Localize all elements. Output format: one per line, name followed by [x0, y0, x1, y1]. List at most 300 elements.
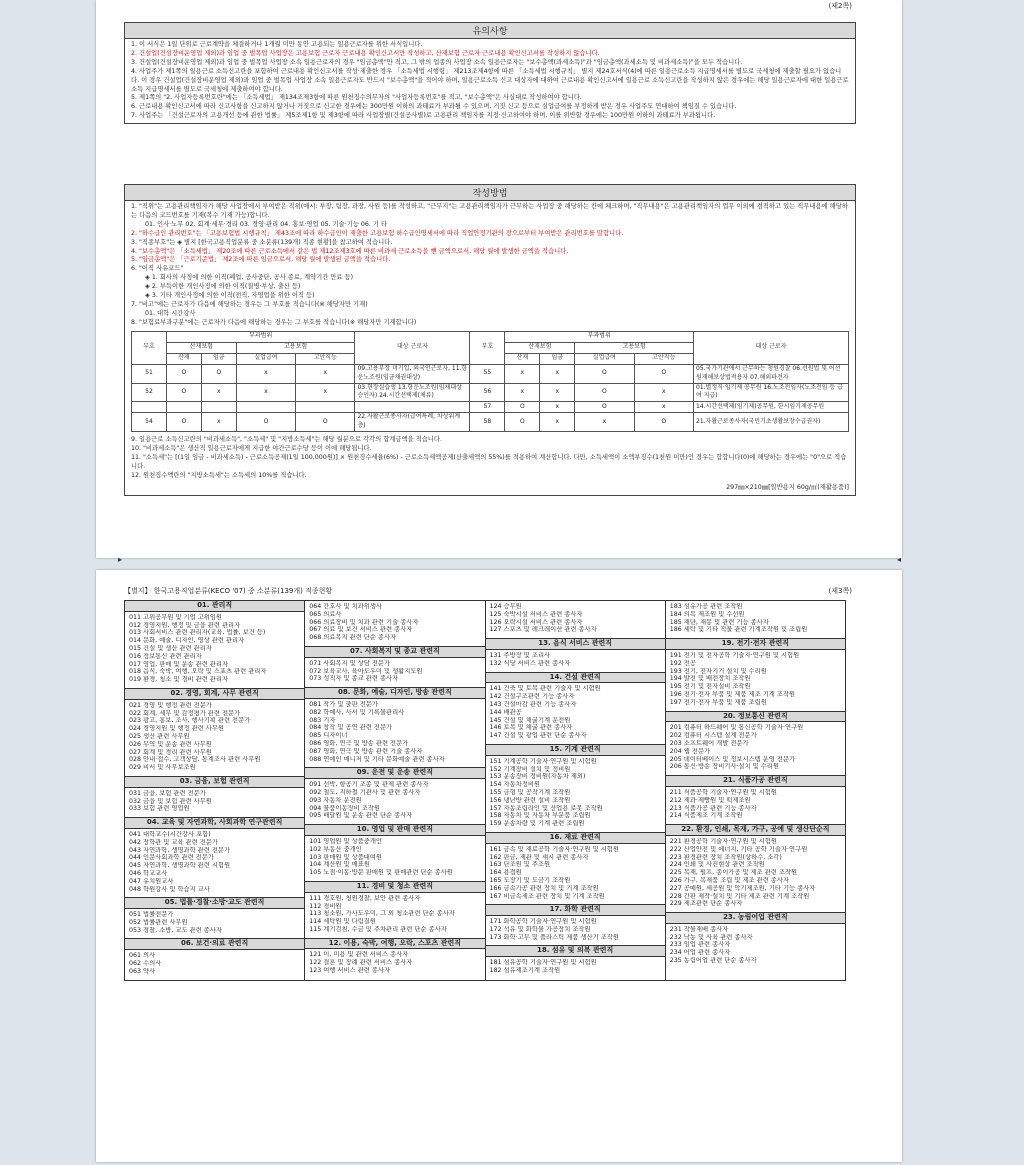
occupation-item: 112 경비원	[309, 902, 342, 910]
occupation-item: 229 제조관련 단순 종사자	[669, 900, 743, 908]
occupation-item: 111 경호원, 청원경찰, 보안 관련 종사자	[309, 894, 421, 902]
notice-section	[124, 22, 856, 124]
occupation-item: 061 의사	[129, 952, 156, 960]
insurance-cell: O	[166, 383, 201, 402]
occupation-item: 041 대학교수(시간강사 포함)	[129, 830, 211, 838]
page-number: (제2쪽)	[828, 2, 852, 10]
method-title: 작성방법	[125, 185, 855, 201]
category-items	[486, 844, 665, 905]
th-c4-2: 고안직능	[634, 353, 693, 364]
category-header: 23. 농림어업 관련직	[666, 912, 845, 924]
occupation-item: 021 경영 및 행정 관련 전문가	[129, 701, 212, 709]
insurance-cell: 55	[470, 364, 505, 383]
occupation-item: 185 재단, 재봉 및 관련 기능 종사자	[669, 618, 769, 626]
method-note: 12. 원천징수액란의 "지방소득세"는 소득세의 10%를 적습니다.	[131, 471, 307, 479]
occupation-item: 012 경영지원, 행정 및 금융 관련 관리자	[129, 621, 241, 629]
insurance-cell: O	[634, 364, 693, 383]
category-header: 22. 환경, 인쇄, 목재, 가구, 공예 및 생산단순직	[666, 824, 845, 836]
occupation-item: 073 성직자 및 종교 관련 종사자	[309, 675, 399, 683]
occupation-item: 155 금형 및 공작기계 조작원	[489, 788, 571, 796]
occupation-item: 088 연예인 매니저 및 기타 문화예술 관련 종사자	[309, 755, 445, 763]
method-line: 5. "임금총액"은 「근로기준법」 제2조에 따른 임금으로서, 해당 월에 발생된 금액을 적습니다.	[131, 256, 391, 264]
category-items	[666, 650, 845, 711]
category-header: 11. 경비 및 청소 관련직	[305, 881, 484, 893]
category-items	[666, 722, 845, 775]
insurance-cell: O	[166, 413, 201, 432]
occupation-item: 064 간호사 및 치과위생사	[309, 603, 383, 610]
occupation-item: 222 산업안전 및 에너지, 기타 공학 기술자·연구원	[669, 845, 808, 853]
method-note: 10. "비과세소득"은 생산직 일용근로자에게 지급한 야간근로수당 등이 이에 해당됩니다.	[131, 445, 372, 453]
th-c3-2: 실업급여	[575, 353, 634, 364]
insurance-cell: x	[296, 383, 355, 402]
insurance-cell: 01.별정직·임기제 공무원 16.노조전임자(노조전임 등 급여 지급)	[694, 383, 849, 402]
category-header: 04. 교육 및 자연과학, 사회과학 연구관련직	[125, 817, 304, 829]
insurance-cell: x	[201, 383, 236, 402]
occupation-grid	[124, 600, 846, 981]
occupation-item: 221 환경공학 기술자·연구원 및 시험원	[669, 837, 777, 845]
occupation-column	[125, 601, 305, 980]
occupation-item: 121 이, 미용 및 관련 서비스 종사자	[309, 951, 409, 959]
occupation-item: 223 환경관련 장치 조작원(상하수, 소각)	[669, 853, 782, 861]
occupation-item: 125 숙박시설 서비스 관련 종사자	[489, 610, 583, 618]
th-goyong-2: 고용보험	[575, 342, 694, 353]
insurance-cell: x	[201, 413, 236, 432]
occupation-item: 153 운송장비 정비원(자동차 제외)	[489, 773, 586, 781]
occupation-item: 124 승무원	[489, 603, 522, 610]
insurance-cell: x	[540, 402, 575, 413]
occupation-item: 181 섬유공학 기술자·연구원 및 시험원	[489, 959, 597, 967]
notice-line: 5. 제1쪽의 "2. 사업자등록번호란"에는 「소득세법」 제134조제3항에 따른 원천징수의무자의 "사업자등록번호"를 적고, "보수총액"은 사실대로 작성하여야 합니다.	[131, 94, 582, 102]
occupation-item: 152 기계장비 설치 및 정비원	[489, 765, 571, 773]
occupation-item: 166 금속가공 관련 장치 및 기계 조작원	[489, 884, 599, 892]
category-items	[305, 658, 484, 687]
method-section	[124, 184, 856, 496]
category-items	[666, 601, 845, 638]
occupation-item: 123 여행 서비스 관련 종사자	[309, 967, 391, 975]
occupation-item: 023 광고, 홍보, 조사, 행사기획 관련 전문가	[129, 717, 251, 725]
th-scope: 부과범위	[166, 331, 355, 342]
method-line: 4. "보수총액"은 「소득세법」 제20조에 따른 근로소득에서 같은 법 제12조제3호에 따른 비과세 근로소득을 뺀 금액으로서, 해당 월에 발생한 금액을 적습니다.	[131, 247, 569, 255]
category-header: 17. 화학 관련직	[486, 904, 665, 916]
occupation-item: 132 식당 서비스 관련 종사자	[489, 659, 571, 667]
insurance-cell: O	[201, 364, 236, 383]
paper-spec: 297㎜×210㎜[일반용지 60g/㎡(재활용품)]	[726, 483, 849, 491]
occupation-item: 225 목재, 펄프, 종이가공 및 제조 관련 조작원	[669, 869, 798, 877]
occupation-item: 022 회계, 세무 및 감정평가 관련 전문가	[129, 709, 241, 717]
occupation-item: 184 의복 제조원 및 수선원	[669, 610, 745, 618]
notice-line: 7. 사업주는 「건설근로자의 고용개선 등에 관한 법률」 제5조제1항 및 제3항에 따라 사업장별(건설공사별)로 고용관리 책임자를 지정·신고하여야 하며, 이를 위반할 경우에는 100만원 이하의 과태료가 부과됩니다.	[131, 112, 716, 120]
occupation-item: 029 비서 및 사무보조원	[129, 764, 196, 772]
occupation-item: 206 통신·방송 장비기사·설치 및 수리원	[669, 763, 779, 771]
occupation-column	[666, 601, 845, 980]
occupation-item: 105 노점·이동·방문 판매원 및 판매관련 단순 종사원	[309, 869, 453, 877]
occupation-item: 042 장학관 및 교육 관련 전문가	[129, 838, 218, 846]
occupation-item: 033 보험 관련 영업원	[129, 805, 190, 813]
insurance-cell: O	[575, 383, 634, 402]
form-page-3	[96, 570, 902, 1162]
category-header: 07. 사회복지 및 종교 관련직	[305, 646, 484, 658]
category-items	[666, 836, 845, 912]
occupation-item: 224 인쇄 및 사진현상 관련 조작원	[669, 861, 765, 869]
occupation-item: 045 자연과학, 생명과학 관련 시험원	[129, 862, 231, 870]
occupation-item: 091 선박, 항공기 조종 및 관제 관련 종사자	[309, 781, 429, 789]
occupation-item: 211 식품공학 기술자·연구원 및 시험원	[669, 788, 777, 796]
occupation-item: 122 결혼 및 장례 관련 서비스 종사자	[309, 959, 413, 967]
category-items	[305, 699, 484, 767]
occupation-item: 151 기계공학 기술자·연구원 및 시험원	[489, 757, 597, 765]
method-note: 9. 일용근로 소득신고란의 "비과세소득", "소득세" 및 "지방소득세"는 해당 월분으로 각각의 합계금액을 적습니다.	[131, 436, 442, 444]
method-line: ◈ 1. 회사의 사정에 의한 이직(폐업, 공사중단, 공사 종료, 계약기간 만료 등)	[145, 274, 354, 282]
method-line: 6. "이직 사유코드"	[131, 265, 184, 273]
occupation-item: 083 기자	[309, 716, 336, 724]
occupation-item: 227 공예원, 세공원 및 악기제조원, 기타 기능 종사자	[669, 884, 816, 892]
occupation-item: 204 웹 전문가	[669, 747, 711, 755]
occupation-item: 147 건설 및 광업 관련 단순 종사자	[489, 732, 587, 740]
occupation-item: 065 의료사	[309, 610, 342, 618]
category-items	[305, 893, 484, 938]
occupation-item: 087 영화, 연극 및 방송 관련 기술 종사자	[309, 747, 423, 755]
category-header: 03. 금융, 보험 관련직	[125, 776, 304, 788]
category-items	[305, 779, 484, 824]
occupation-item: 202 컴퓨터 시스템 설계 전문가	[669, 732, 757, 740]
method-body	[125, 201, 855, 495]
occupation-item: 145 건설 및 채굴기계 운전원	[489, 716, 571, 724]
occupation-item: 163 단조원 및 주조원	[489, 861, 551, 869]
occupation-item: 043 자연과학, 생명과학 관련 전문가	[129, 846, 231, 854]
occupation-item: 195 전기 및 전자설비 조작원	[669, 683, 751, 691]
occupation-item: 126 오락시설 서비스 관련 종사자	[489, 618, 583, 626]
occupation-item: 158 자동차 및 자동차 부분품 조립원	[489, 812, 591, 820]
category-items	[486, 756, 665, 832]
category-items	[486, 650, 665, 672]
occupation-item: 026 무역 및 운송 관련 사무원	[129, 740, 212, 748]
occupation-item: 183 섬유가공 관련 조작원	[669, 603, 743, 610]
insurance-cell: x	[540, 413, 575, 432]
insurance-cell: O	[634, 413, 693, 432]
category-items	[486, 601, 665, 638]
insurance-cell: x	[236, 364, 295, 383]
occupation-item: 093 자동차 운전원	[309, 796, 362, 804]
insurance-row	[132, 383, 849, 402]
occupation-item: 232 낙농 및 사육 관련 종사자	[669, 933, 753, 941]
occupation-item: 144 배관공	[489, 708, 522, 716]
insurance-cell: x	[505, 364, 540, 383]
th-sanjae: 산재보험	[166, 342, 236, 353]
occupation-item: 192 전공	[669, 659, 696, 667]
category-items	[125, 612, 304, 688]
occupation-item: 143 건설마감 관련 기능 종사자	[489, 700, 577, 708]
occupation-item: 196 전기·전자 부품 및 제품 제조 기계 조작원	[669, 690, 796, 698]
method-note: 11. "소득세"는 [(1일 임금 - 비과세소득) - 근로소득공제(1일 100,000원)] × 원천징수세율(6%) - 근로소득세액공제(산출세액의 55%)를 적용하여 계산합니다. 다만, 소득세액이 소액부징수(1천원 미만)인 경우는 합합니다(0)에 해당하는 경우에는 "0"으로 적습니다.	[131, 453, 847, 470]
category-items	[125, 909, 304, 938]
insurance-cell: x	[634, 383, 693, 402]
insurance-cell: O	[575, 402, 634, 413]
insurance-cell: x	[634, 402, 693, 413]
category-header: 02. 경영, 회계, 사무 관련직	[125, 688, 304, 700]
th-goyong: 고용보험	[236, 342, 355, 353]
category-header: 08. 문화, 예술, 디자인, 방송 관련직	[305, 687, 484, 699]
notice-line: 6. 근로내용 확인신고서에 따라 신고사항을 신고하지 않거나 거짓으로 신고한 경우에는 300만원 이하의 과태료가 부과될 수 있으며, 거짓 신고 등으로 실업급여를 부정하게 받은 경우 사업주도 연대하여 책임질 수 있습니다.	[131, 103, 737, 111]
occupation-item: 072 보육교사, 육아도우미 및 생활지도원	[309, 667, 423, 675]
occupation-item: 051 법률전문가	[129, 911, 174, 919]
category-header: 20. 정보통신 관련직	[666, 711, 845, 723]
insurance-row	[132, 402, 849, 413]
category-header: 12. 이용, 숙박, 여행, 오락, 스포츠 관련직	[305, 938, 484, 950]
appendix-title: 【별지】 한국고용직업분류(KECO '07) 중 소분류(139개) 직종현황	[124, 587, 333, 595]
insurance-cell: x	[540, 364, 575, 383]
occupation-item: 113 청소원, 가사도우미, 그 외 청소관련 단순 종사자	[309, 910, 455, 918]
occupation-item: 228 간판 제작·설치 및 기타 제조 관련 기계 조작원	[669, 892, 810, 900]
occupation-item: 027 회계 및 경리 관련 사무원	[129, 748, 212, 756]
category-items	[305, 949, 484, 978]
category-header: 09. 운전 및 운송 관련직	[305, 767, 484, 779]
occupation-item: 159 운송차량 및 기계 관련 조립원	[489, 820, 585, 828]
occupation-item: 047 유치원교사	[129, 877, 174, 885]
category-items	[125, 950, 304, 979]
insurance-cell	[355, 402, 470, 413]
occupation-column	[305, 601, 485, 980]
occupation-item: 186 세탁 및 기타 직물 관련 기계조작원 및 조립원	[669, 626, 808, 634]
insurance-cell: O	[505, 402, 540, 413]
occupation-item: 053 경찰, 소방, 교도 관련 종사자	[129, 926, 222, 934]
insurance-cell	[236, 402, 295, 413]
insurance-cell: 54	[132, 413, 167, 432]
insurance-cell: x	[236, 383, 295, 402]
th-sanjae-2: 산재보험	[505, 342, 575, 353]
insurance-cell: 57	[470, 402, 505, 413]
occupation-item: 165 도장기 및 도금기 조작원	[489, 876, 571, 884]
category-header: 19. 전기·전자 관련직	[666, 638, 845, 650]
category-header: 01. 관리직	[125, 601, 304, 612]
notice-line: 2. 건설업(건설장비운영업 제외)과 임업 중 벌목업 사업장은 고용보험 근로자 근로내용 확인신고서만 작성하고, 산재보험 근로자 근로내용 확인신고서를 작성하지 않습니다.	[131, 49, 600, 57]
occupation-item: 191 전기 및 전자공학 기술자·연구원 및 시험원	[669, 651, 800, 659]
occupation-item: 114 세탁원 및 다림질원	[309, 918, 376, 926]
occupation-item: 101 영업원 및 상품중개인	[309, 837, 383, 845]
occupation-item: 235 농림어업 관련 단순 종사자	[669, 957, 757, 965]
occupation-item: 095 배달원 및 운송 관련 단순 종사자	[309, 812, 413, 820]
occupation-item: 142 건설구조관련 기능 종사자	[489, 693, 575, 701]
th-c3: 실업급여	[236, 353, 295, 364]
insurance-cell: 05.국가기관에서 근무하는 청원경찰 06.선원법 및 어선원재해보상법적용자 07.해외파견자	[694, 364, 849, 383]
insurance-cell: O	[166, 364, 201, 383]
occupation-item: 048 학원강사 및 학습지 교사	[129, 885, 210, 893]
occupation-item: 068 의료복지 관련 단순 종사자	[309, 634, 397, 642]
occupation-item: 092 철도, 지하철 기관사 및 관련 종사자	[309, 788, 421, 796]
after-lines	[131, 436, 849, 481]
category-header: 05. 법률·경찰·소방·교도 관련직	[125, 897, 304, 909]
occupation-item: 028 안내·접수, 고객상담, 통계조사 관련 사무원	[129, 756, 261, 764]
occupation-item: 234 어업 관련 종사자	[669, 949, 731, 957]
occupation-item: 071 사회복지 및 상담 전문가	[309, 659, 391, 667]
notice-title: 유의사항	[125, 23, 855, 39]
category-items	[486, 683, 665, 744]
occupation-item: 017 영업, 판매 및 운송 관련 관리자	[129, 660, 229, 668]
occupation-column	[486, 601, 666, 980]
occupation-item: 062 수의사	[129, 960, 162, 968]
occupation-item: 182 섬유제조기계 조작원	[489, 967, 561, 975]
occupation-item: 213 식품가공 관련 기능 종사자	[669, 804, 757, 812]
category-items	[125, 829, 304, 897]
category-items	[666, 787, 845, 824]
category-header: 13. 음식 서비스 관련직	[486, 638, 665, 650]
occupation-item: 154 자동차정비원	[489, 781, 541, 789]
insurance-cell: 22.자활근로종사자(급여특례, 차상위계층)	[355, 413, 470, 432]
insurance-table	[131, 331, 849, 432]
occupation-item: 173 화학·고무 및 플라스틱 제품 생산기 조작원	[489, 933, 619, 941]
occupation-item: 231 작물재배 종사자	[669, 925, 729, 933]
insurance-cell	[166, 402, 201, 413]
occupation-item: 115 계기검침, 수금 및 주차관리 관련 단순 종사자	[309, 925, 447, 933]
occupation-item: 102 부동산 중개인	[309, 845, 362, 853]
occupation-item: 085 디자이너	[309, 732, 348, 740]
insurance-cell: 58	[470, 413, 505, 432]
insurance-cell: O	[296, 413, 355, 432]
occupation-item: 201 컴퓨터 하드웨어 및 통신공학 기술자·연구원	[669, 724, 804, 732]
th-c4: 고안직능	[296, 353, 355, 364]
category-items	[486, 957, 665, 979]
occupation-item: 146 토목 및 채굴 관련 종사자	[489, 724, 573, 732]
occupation-item: 141 건축 및 토목 관련 기술자 및 시험원	[489, 685, 601, 693]
insurance-cell: 52	[132, 383, 167, 402]
notice-line: 4. 사업주가 제1쪽의 일용근로 소득신고란을 포함하여 근로내용 확인신고서를 작성·제출한 경우 「소득세법 시행령」 제213조제4항에 따른 「소득세법 시행규칙」 별지 제24호서식(4)에 따른 일용근로소득 지급명세서를 별도로 국세청에 제출할 필요가 없습니다. 이 경우 건설업(건설장비운영업 제외)과 임업 중 벌목업 사업장 소속 일용근로자도 반드시 "보수총액"을 적어야 하며, 일용근로소득 신고 대상자에 대하여 근로내용 확인신고서에 일용근로 소득신고란을 작성하지 않은 경우에는 해당 일용근로자에 대한 일용근로소득 지급명세서를 별도로 국세청에 제출하여야 합니다.	[131, 67, 849, 93]
category-header: 15. 기계 관련직	[486, 744, 665, 756]
category-header: 16. 재료 관련직	[486, 832, 665, 844]
cut-mark-left: ▸	[118, 555, 123, 564]
insurance-cell	[132, 402, 167, 413]
occupation-item: 104 계산원 및 매표원	[309, 861, 370, 869]
category-items	[305, 601, 484, 646]
category-header: 21. 식품가공 관련직	[666, 775, 845, 787]
occupation-item: 013 사회서비스 관련 관리자(교육, 법률, 보건 등)	[129, 629, 266, 637]
insurance-cell: 56	[470, 383, 505, 402]
category-header: 06. 보건·의료 관련직	[125, 938, 304, 950]
occupation-item: 086 영화, 연극 및 방송 관련 전문가	[309, 739, 409, 747]
occupation-item: 156 냉난방 관련 설비 조작원	[489, 796, 571, 804]
occupation-item: 015 건설 및 생산 관련 관리자	[129, 644, 212, 652]
occupation-item: 025 생산 관련 사무원	[129, 732, 190, 740]
occupation-item: 082 학예사, 사서 및 기록물관리사	[309, 708, 405, 716]
occupation-item: 214 식품제조 기계 조작원	[669, 812, 743, 820]
category-header: 14. 건설 관련직	[486, 672, 665, 684]
occupation-item: 044 인문사회과학 관련 전문가	[129, 854, 214, 862]
insurance-cell: x	[296, 364, 355, 383]
occupation-item: 172 석유 및 화학물 가공장치 조작원	[489, 925, 591, 933]
category-items	[125, 788, 304, 817]
method-line: ◈ 3. 기타 개인사정에 의한 이직(전직, 자영업을 위한 이직 등)	[145, 292, 315, 300]
category-items	[666, 924, 845, 969]
occupation-item: 019 환경, 청소 및 경비 관련 관리자	[129, 676, 229, 684]
insurance-cell: O	[575, 364, 634, 383]
occupation-item: 018 음식, 숙박, 여행, 오락 및 스포츠 관련 관리자	[129, 668, 267, 676]
occupation-item: 205 데이터베이스 및 정보시스템 운영 전문가	[669, 755, 796, 763]
th-target-2: 대상 근로자	[694, 331, 849, 364]
notice-body	[125, 39, 855, 123]
occupation-item: 127 스포츠 및 레크레이션 관련 종사자	[489, 626, 597, 634]
occupation-item: 167 비금속제조 관련 장치 및 기계 조작원	[489, 892, 605, 900]
form-page-2	[96, 0, 902, 558]
method-line: 8. "보험료부과구분"에는 근로자가 다음에 해당하는 경우는 그 부호를 적습니다(※ 해당자만 기재합니다)	[131, 318, 417, 326]
occupation-item: 016 정보통신 관련 관리자	[129, 652, 202, 660]
occupation-item: 157 자동조립라인 및 산업용 로봇 조작원	[489, 804, 603, 812]
occupation-item: 067 의료 및 보건 서비스 관련 종사자	[309, 626, 413, 634]
occupation-item: 031 금융, 보험 관련 전문가	[129, 789, 206, 797]
th-c1: 산재	[166, 353, 201, 364]
occupation-item: 193 전기, 전자기기 설치 및 수리원	[669, 667, 767, 675]
cut-mark-right: ◂	[897, 555, 902, 564]
occupation-item: 032 금융 및 보험 관련 사무원	[129, 797, 212, 805]
th-c2: 임금	[201, 353, 236, 364]
occupation-item: 171 화학공학 기술자·연구원 및 시험원	[489, 918, 597, 926]
method-lines	[131, 203, 849, 328]
th-scope-2: 부과범위	[505, 331, 694, 342]
insurance-row	[132, 413, 849, 432]
occupation-item: 024 경영지원 및 행정 관련 사무원	[129, 725, 225, 733]
category-items	[486, 916, 665, 945]
occupation-item: 164 용접원	[489, 869, 522, 877]
th-code: 부호	[132, 331, 167, 364]
occupation-item: 046 학교교사	[129, 869, 168, 877]
insurance-cell: 03.현장실습생 13.항운노조원(임채대상 승인자) 24.시간선택제(체류)	[355, 383, 470, 402]
category-header: 10. 영업 및 판매 관련직	[305, 824, 484, 836]
occupation-item: 203 소프트웨어 개발 전문가	[669, 739, 749, 747]
insurance-cell: 14.시간선택제(임기제)공무원, 한시임기제공무원	[694, 402, 849, 413]
notice-line: 3. 건설업(건설장비운영업 제외)과 임업 중 벌목업 사업장 소속 일용근로자의 경우 "임금총액"만 적고, 그 밖의 업종의 사업장 소속 일용근로자는 "보수총액(과세소득)"과 "임금총액(과세소득 및 비과세소득)"을 모두 적습니다.	[131, 58, 743, 66]
insurance-cell: x	[575, 413, 634, 432]
occupation-item: 131 주방장 및 조리사	[489, 651, 551, 659]
method-line: 1. "직위"는 고용관리책임자가 해당 사업장에서 부여받은 직위(예시: 부장, 팀장, 과장, 사원 등)를 작성하고, "근무지"는 고용관리책임자가 근무하는 사업장 중 해당하는 칸에 체크하며, "직무내용"은 고용관리책임자의 업무 이외에 겸직하고 있는 직무내용에 해당하는 다음의 코드번호를 기재(복수 기재 가능)합니다.	[131, 203, 848, 219]
insurance-cell	[201, 402, 236, 413]
occupation-item: 094 물품이동장비 조작원	[309, 804, 381, 812]
insurance-cell: O	[236, 413, 295, 432]
occupation-item: 233 임업 관련 종사자	[669, 941, 731, 949]
method-line: 01. 인사·노무 02. 회계·세무·경리 03. 경영·관리 04. 홍보·영업 05. 기술·기능 06. 기 타	[145, 220, 388, 228]
method-line: 7. "비고"에는 근로자가 다음에 해당하는 경우는 그 부호를 적습니다(※ 해당자만 기재)	[131, 300, 368, 308]
occupation-item: 081 작가 및 출판 전문가	[309, 700, 378, 708]
occupation-item: 084 창작 및 공연 관련 전문가	[309, 724, 393, 732]
insurance-cell: O	[505, 413, 540, 432]
method-line: 3. "직종부호"는 ◈ 별지 [한국고용직업분류 중 소분류(139개) 직종 현황]을 참고하여 적습니다.	[131, 238, 393, 246]
category-items	[305, 836, 484, 881]
occupation-item: 197 전기·전자 부품 및 제품 조립원	[669, 698, 767, 706]
occupation-item: 063 약사	[129, 967, 156, 975]
method-line: 01. 대학 시간강사	[145, 309, 196, 317]
occupation-item: 066 의료장비 및 치과 관련 기술 종사자	[309, 618, 419, 626]
category-items	[125, 700, 304, 776]
occupation-item: 052 법률관련 사무원	[129, 918, 188, 926]
occupation-item: 014 문화, 예술, 디자인, 영상 관련 관리자	[129, 637, 245, 645]
notice-line: 1. 이 서식은 1일 단위로 근로계약을 체결하거나 1개월 미만 동안 고용되는 일용근로자를 위한 서식입니다.	[131, 41, 423, 48]
page-number-3: (제3쪽)	[828, 587, 852, 595]
insurance-cell: x	[505, 383, 540, 402]
occupation-item: 226 가구, 목제품 조립 및 제조 관련 종사자	[669, 876, 790, 884]
insurance-cell: 51	[132, 364, 167, 383]
occupation-item: 103 판매원 및 상품대여원	[309, 853, 383, 861]
th-c1-2: 산재	[505, 353, 540, 364]
method-line: 2. "하수급인 관리번호"는 「고용보험법 시행규칙」 제43조에 따라 하수급인이 제출한 고용보험 하수급인명세서에 따라 직업안정기관의 장으로부터 부여받은 관리번호를 말합니다.	[131, 229, 624, 237]
occupation-item: 212 제과·제빵원 및 떡제조원	[669, 796, 751, 804]
insurance-row	[132, 364, 849, 383]
occupation-item: 011 고위공무원 및 기업 고위임원	[129, 613, 223, 621]
th-target: 대상 근로자	[355, 331, 470, 364]
insurance-cell: x	[540, 383, 575, 402]
category-header: 18. 섬유 및 의복 관련직	[486, 945, 665, 957]
insurance-cell	[296, 402, 355, 413]
insurance-cell: 09.고용부장 미기입, 외국인근로자, 11.항운노조원(임금채권대상)	[355, 364, 470, 383]
insurance-cell: 21.자활근로종사자(국민기초생활보장수급권자)	[694, 413, 849, 432]
occupation-item: 162 판금, 제관 및 섀시 관련 종사자	[489, 853, 589, 861]
occupation-item: 161 금속 및 재료공학 기술자·연구원 및 시험원	[489, 845, 619, 853]
th-code-2: 부호	[470, 331, 505, 364]
